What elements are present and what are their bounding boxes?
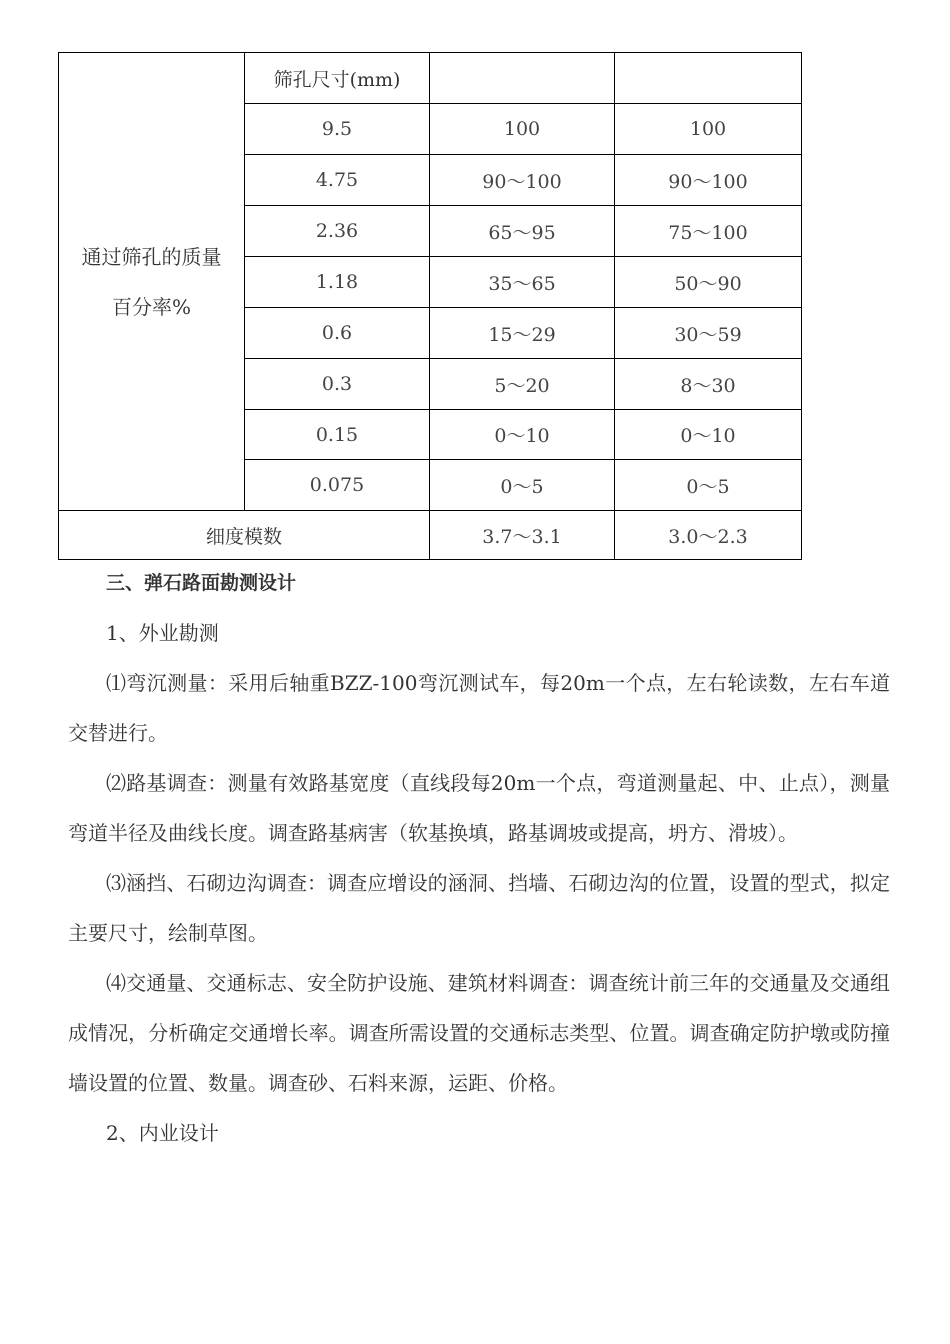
passing-label-line1: 通过筛孔的质量 [81, 244, 222, 269]
value-cell: 0～10 [615, 410, 802, 460]
paragraph-subgrade: ⑵路基调查：测量有效路基宽度（直线段每20m一个点，弯道测量起、中、止点），测量弯道半径及曲线长度。调查路基病害（软基换填，路基调坡或提高，坍方、滑坡）。 [68, 771, 890, 845]
value-cell: 65～95 [430, 206, 615, 257]
paragraph-traffic: ⑷交通量、交通标志、安全防护设施、建筑材料调查：调查统计前三年的交通量及交通组成情况，分析确定交通增长率。调查所需设置的交通标志类型、位置。调查确定防护墩或防撞墙设置的位置、数量。调查砂、石料来源，运距、价格。 [68, 971, 890, 1095]
paragraph-deflection: ⑴弯沉测量：采用后轴重BZZ-100弯沉测试车，每20m一个点，左右轮读数，左右车道交替进行。 [68, 671, 890, 745]
subsection-heading-design: 2、内业设计 [106, 1121, 219, 1145]
column-header-2 [615, 53, 802, 104]
passing-label-line2: 百分率% [111, 294, 191, 319]
fineness-modulus-label: 细度模数 [59, 511, 430, 560]
sieve-size-cell: 9.5 [245, 104, 430, 155]
sieve-size-cell: 4.75 [245, 155, 430, 206]
section-heading: 三、弹石路面勘测设计 [106, 572, 297, 594]
value-cell: 8～30 [615, 359, 802, 410]
value-cell: 3.0～2.3 [615, 511, 802, 560]
fineness-modulus-row [59, 511, 802, 560]
value-cell: 15～29 [430, 308, 615, 359]
subsection-heading-fieldwork: 1、外业勘测 [106, 621, 219, 645]
sieve-size-header: 筛孔尺寸(mm) [245, 53, 430, 104]
value-cell: 0～5 [615, 460, 802, 511]
sieve-size-cell: 0.15 [245, 410, 430, 460]
value-cell: 0～5 [430, 460, 615, 511]
value-cell: 0～10 [430, 410, 615, 460]
value-cell: 75～100 [615, 206, 802, 257]
gradation-table [58, 52, 802, 560]
value-cell: 100 [430, 104, 615, 155]
sieve-size-cell: 1.18 [245, 257, 430, 308]
column-header-1 [430, 53, 615, 104]
value-cell: 3.7～3.1 [430, 511, 615, 560]
value-cell: 35～65 [430, 257, 615, 308]
table-header-row [59, 53, 802, 104]
sieve-size-cell: 0.075 [245, 460, 430, 511]
value-cell: 50～90 [615, 257, 802, 308]
value-cell: 100 [615, 104, 802, 155]
passing-percentage-label [59, 53, 245, 511]
value-cell: 5～20 [430, 359, 615, 410]
value-cell: 30～59 [615, 308, 802, 359]
paragraph-culvert: ⑶涵挡、石砌边沟调查：调查应增设的涵洞、挡墙、石砌边沟的位置，设置的型式，拟定主要尺寸，绘制草图。 [68, 871, 890, 945]
sieve-size-cell: 0.6 [245, 308, 430, 359]
sieve-size-cell: 0.3 [245, 359, 430, 410]
value-cell: 90～100 [430, 155, 615, 206]
sieve-size-cell: 2.36 [245, 206, 430, 257]
value-cell: 90～100 [615, 155, 802, 206]
document-body [68, 558, 890, 1158]
